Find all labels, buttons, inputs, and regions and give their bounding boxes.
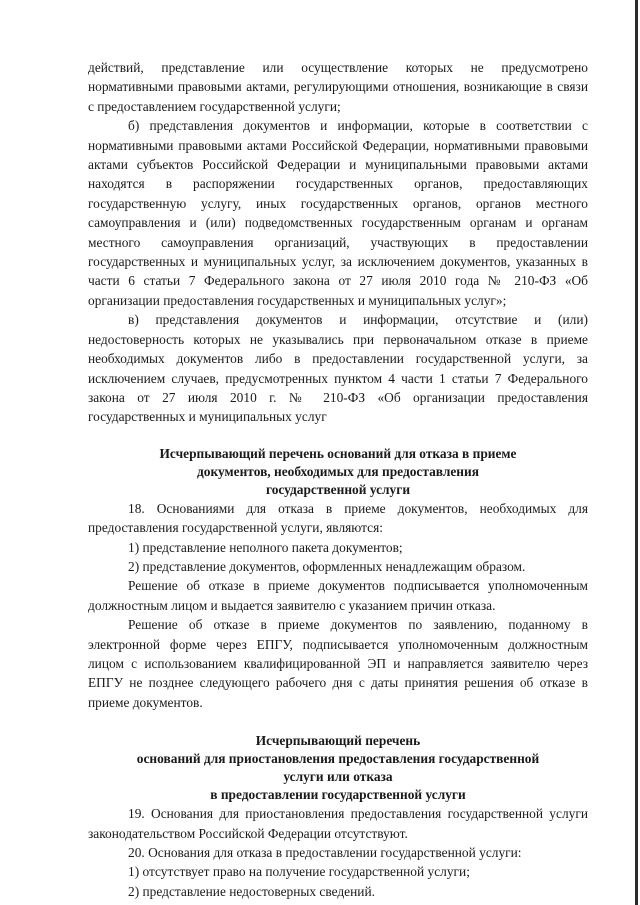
paragraph-item-v: в) представления документов и информации, отсутствие и (или) недостоверность которых не указывались при первоначальном отказе в приеме необходимых документов либо в предоставлении государственной услуги, за исключением случаев, предусмотренных пунктом 4 части 1 статьи 7 Федерального закона от 27 июля 2010 г. № 210-ФЗ «Об организации предоставления государственных и муниципальных услуг (88, 312, 588, 425)
document-page (88, 58, 588, 901)
list-item-2: 2) представление документов, оформленных ненадлежащим образом. (128, 558, 526, 574)
section-heading-refusal-acceptance: Исчерпывающий перечень оснований для отказа в приеме документов, необходимых для предоставления государственной услуги (159, 445, 517, 497)
paragraph-electronic: Решение об отказе в приеме документов по заявлению, поданному в электронной форме через ЕПГУ, подписывается уполномоченным должностным лицом с использованием квалифицированной ЭП и направляется заявителю через ЕПГУ не позднее следующего рабочего дня с даты принятия решения об отказе в приеме документов. (88, 617, 588, 710)
section-heading-suspension: Исчерпывающий перечень оснований для приостановления предоставления государственной услуги или отказа в предоставлении государственной услуги (136, 733, 540, 803)
list-item-2-refusal: 2) представление недостоверных сведений. (128, 883, 375, 899)
paragraph-item-b: б) представления документов и информации, которые в соответствии с нормативными правовыми актами Российской Федерации, нормативными правовыми актами субъектов Российской Федерации и муниципальными правовыми актами находятся в распоряжении государственных органов, предоставляющих государственную услугу, иных государственных органов, органов местного самоуправления и (или) подведомственных государственным органам и органам местного самоуправления организаций, участвующих в предоставлении государственных и муниципальных услуг, за исключением документов, указанных в части 6 статьи 7 Федерального закона от 27 июля 2010 года № 210-ФЗ «Об организации предоставления государственных и муниципальных услуг»; (88, 118, 588, 308)
scan-edge (635, 0, 638, 905)
list-item-1-refusal: 1) отсутствует право на получение государственной услуги; (128, 864, 470, 880)
paragraph-20: 20. Основания для отказа в предоставлении государственной услуги: (128, 845, 522, 860)
paragraph-decision: Решение об отказе в приеме документов подписывается уполномоченным должностным лицом и выдается заявителю с указанием причин отказа. (88, 578, 588, 613)
list-item-1: 1) представление неполного пакета документов; (128, 539, 403, 555)
paragraph-continuation: действий, представление или осуществление которых не предусмотрено нормативными правовыми актами, регулирующими отношения, возникающие в связи с предоставлением государственной услуги; (88, 60, 588, 114)
paragraph-19: 19. Основания для приостановления предоставления государственной услуги законодательством Российской Федерации отсутствуют. (88, 806, 588, 841)
paragraph-18: 18. Основаниями для отказа в приеме документов, необходимых для предоставления государственной услуги, являются: (88, 500, 588, 536)
